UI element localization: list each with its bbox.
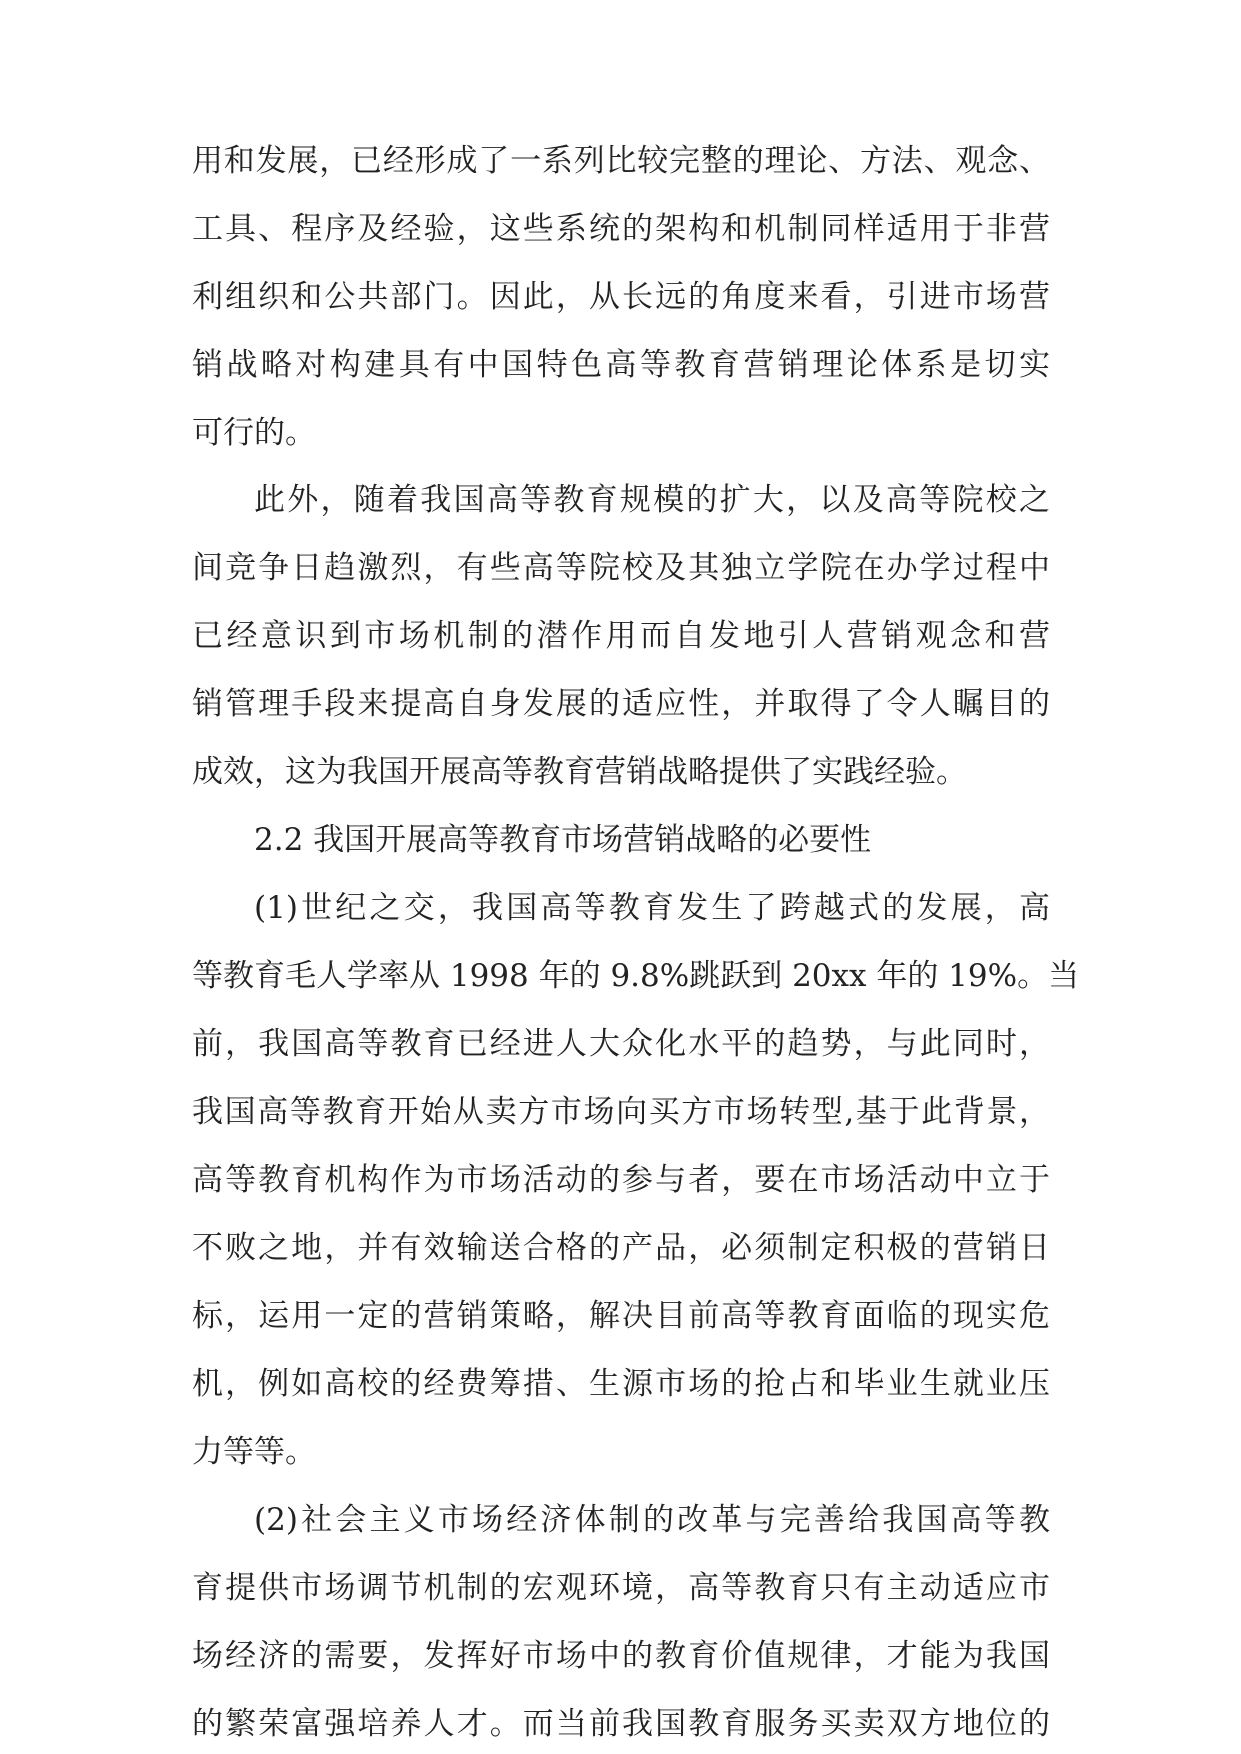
body-text-line: 间竞争日趋激烈，有些高等院校及其独立学院在办学过程中 xyxy=(192,550,1050,586)
body-text-line: 力等等。 xyxy=(192,1434,316,1470)
body-text-line: (2)社会主义市场经济体制的改革与完善给我国高等教 xyxy=(254,1502,1050,1538)
body-text-line: 利组织和公共部门。因此，从长远的角度来看，引进市场营 xyxy=(192,279,1050,315)
section-heading: 2.2 我国开展高等教育市场营销战略的必要性 xyxy=(254,822,872,858)
body-text-line: 不败之地，并有效输送合格的产品，必须制定积极的营销日 xyxy=(192,1230,1050,1266)
body-text-line: 机，例如高校的经费筹措、生源市场的抢占和毕业生就业压 xyxy=(192,1366,1050,1402)
body-text-line: 销战略对构建具有中国特色高等教育营销理论体系是切实 xyxy=(192,347,1050,383)
body-text-line: 高等教育机构作为市场活动的参与者，要在市场活动中立于 xyxy=(192,1162,1050,1198)
body-text-line: 成效，这为我国开展高等教育营销战略提供了实践经验。 xyxy=(192,754,967,790)
body-text-line: 前，我国高等教育已经进人大众化水平的趋势，与此同时， xyxy=(192,1026,1050,1062)
body-text-line: 用和发展，已经形成了一系列比较完整的理论、方法、观念、 xyxy=(192,143,1050,179)
body-text-line: 育提供市场调节机制的宏观环境，高等教育只有主动适应市 xyxy=(192,1570,1050,1606)
body-text-line: 场经济的需要，发挥好市场中的教育价值规律，才能为我国 xyxy=(192,1638,1050,1674)
body-text-line: 等教育毛人学率从 1998 年的 9.8%跳跃到 20xx 年的 19%。当 xyxy=(192,958,1080,994)
body-text-line: 此外，随着我国高等教育规模的扩大，以及高等院校之 xyxy=(254,482,1050,518)
body-text-line: 销管理手段来提高自身发展的适应性，并取得了令人瞩目的 xyxy=(192,686,1050,722)
body-text-line: 我国高等教育开始从卖方市场向买方市场转型,基于此背景， xyxy=(192,1094,1050,1130)
body-text-line: 的繁荣富强培养人才。而当前我国教育服务买卖双方地位的 xyxy=(192,1706,1050,1742)
body-text-line: 标，运用一定的营销策略，解决目前高等教育面临的现实危 xyxy=(192,1298,1050,1334)
body-text-line: (1)世纪之交，我国高等教育发生了跨越式的发展，高 xyxy=(254,890,1050,926)
body-text-line: 已经意识到市场机制的潜作用而自发地引人营销观念和营 xyxy=(192,618,1050,654)
body-text-line: 工具、程序及经验，这些系统的架构和机制同样适用于非营 xyxy=(192,211,1050,247)
body-text-line: 可行的。 xyxy=(192,415,316,451)
